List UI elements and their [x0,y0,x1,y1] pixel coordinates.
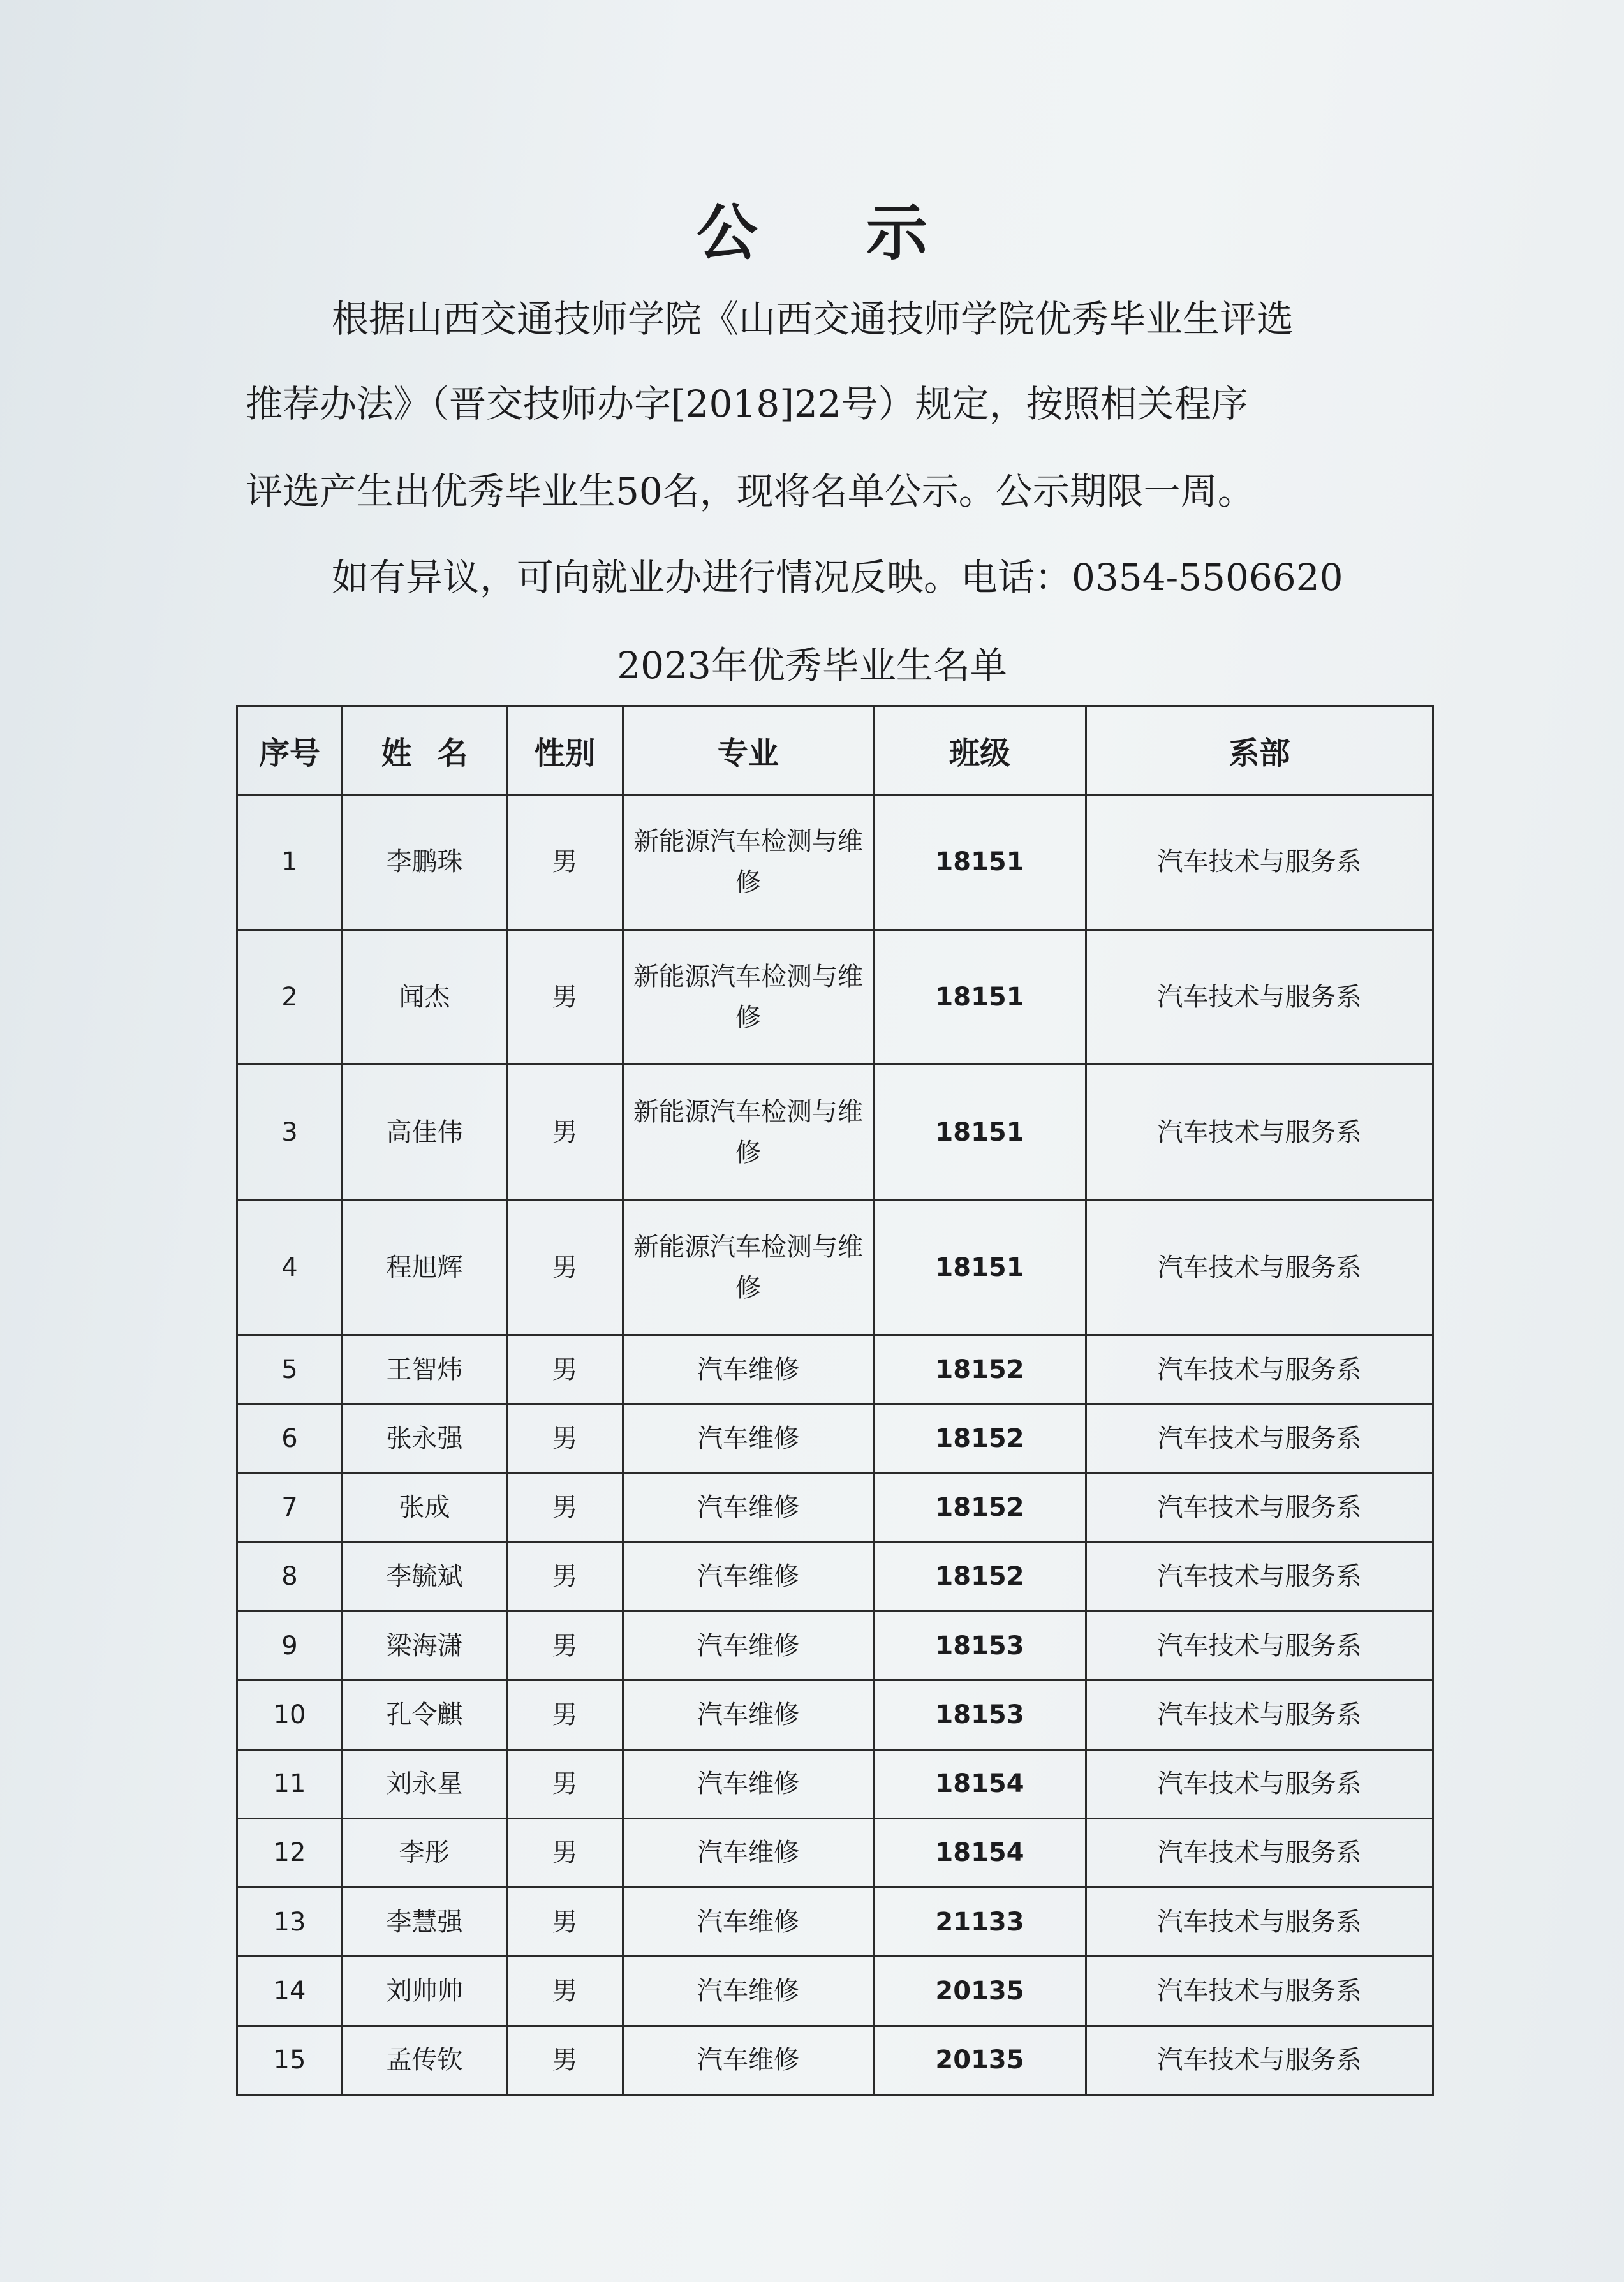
cell-gender: 男 [507,1404,623,1473]
cell-department: 汽车技术与服务系 [1086,1335,1433,1404]
cell-index: 12 [237,1818,343,1887]
cell-major: 汽车维修 [623,1680,874,1749]
cell-class: 20135 [874,1957,1086,2026]
cell-class: 18152 [874,1335,1086,1404]
cell-name: 孔令麒 [343,1680,507,1749]
cell-index: 6 [237,1404,343,1473]
notice-title: 公示 [697,196,1036,269]
cell-index: 9 [237,1611,343,1680]
cell-name: 程旭辉 [343,1200,507,1335]
header-name: 姓名 [343,706,507,795]
list-title: 2023年优秀毕业生名单 [617,644,1007,687]
cell-gender: 男 [507,1611,623,1680]
cell-class: 18151 [874,795,1086,930]
cell-gender: 男 [507,930,623,1065]
table-row [237,1335,1433,1404]
cell-department: 汽车技术与服务系 [1086,1957,1433,2026]
cell-index: 13 [237,1888,343,1957]
cell-gender: 男 [507,1065,623,1200]
graduates-table [236,705,1434,2096]
table-row [237,1818,1433,1887]
cell-index: 3 [237,1065,343,1200]
cell-major: 汽车维修 [623,1404,874,1473]
cell-class: 18154 [874,1749,1086,1818]
cell-index: 10 [237,1680,343,1749]
cell-gender: 男 [507,1888,623,1957]
cell-major: 新能源汽车检测与维修 [623,795,874,930]
table-row [237,1680,1433,1749]
table-row [237,1200,1433,1335]
cell-gender: 男 [507,1680,623,1749]
cell-index: 14 [237,1957,343,2026]
cell-major: 汽车维修 [623,1957,874,2026]
cell-gender: 男 [507,795,623,930]
cell-major: 汽车维修 [623,1818,874,1887]
cell-major: 新能源汽车检测与维修 [623,1200,874,1335]
cell-index: 5 [237,1335,343,1404]
cell-name: 张永强 [343,1404,507,1473]
table-row [237,1473,1433,1542]
cell-class: 18153 [874,1680,1086,1749]
table-row [237,795,1433,930]
cell-name: 李彤 [343,1818,507,1887]
cell-name: 孟传钦 [343,2026,507,2094]
table-body [237,795,1433,2095]
cell-index: 15 [237,2026,343,2094]
header-class: 班级 [874,706,1086,795]
cell-class: 18152 [874,1404,1086,1473]
cell-department: 汽车技术与服务系 [1086,1888,1433,1957]
cell-department: 汽车技术与服务系 [1086,1404,1433,1473]
cell-department: 汽车技术与服务系 [1086,1749,1433,1818]
cell-class: 18154 [874,1818,1086,1887]
cell-department: 汽车技术与服务系 [1086,1680,1433,1749]
cell-name: 张成 [343,1473,507,1542]
table-header-row [237,706,1433,795]
table-row [237,1957,1433,2026]
cell-index: 8 [237,1542,343,1611]
cell-class: 18151 [874,930,1086,1065]
table-row [237,1749,1433,1818]
cell-department: 汽车技术与服务系 [1086,1200,1433,1335]
cell-department: 汽车技术与服务系 [1086,930,1433,1065]
cell-department: 汽车技术与服务系 [1086,2026,1433,2094]
cell-gender: 男 [507,1335,623,1404]
cell-major: 新能源汽车检测与维修 [623,930,874,1065]
cell-name: 王智炜 [343,1335,507,1404]
cell-gender: 男 [507,1542,623,1611]
cell-major: 汽车维修 [623,1335,874,1404]
cell-department: 汽车技术与服务系 [1086,1473,1433,1542]
cell-major: 汽车维修 [623,1473,874,1542]
cell-department: 汽车技术与服务系 [1086,1542,1433,1611]
notice-contact-line: 如有异议，可向就业办进行情况反映。电话：0354-5506620 [332,556,1343,599]
cell-name: 李毓斌 [343,1542,507,1611]
header-department: 系部 [1086,706,1433,795]
cell-class: 20135 [874,2026,1086,2094]
notice-paragraph-line-1: 根据山西交通技师学院《山西交通技师学院优秀毕业生评选 [332,297,1294,341]
cell-class: 18151 [874,1200,1086,1335]
table-row [237,1065,1433,1200]
notice-paragraph-line-3: 评选产生出优秀毕业生50名，现将名单公示。公示期限一周。 [246,470,1255,513]
cell-index: 1 [237,795,343,930]
table-row [237,930,1433,1065]
cell-index: 11 [237,1749,343,1818]
cell-major: 汽车维修 [623,1888,874,1957]
cell-name: 刘帅帅 [343,1957,507,2026]
cell-index: 4 [237,1200,343,1335]
cell-department: 汽车技术与服务系 [1086,1818,1433,1887]
cell-major: 新能源汽车检测与维修 [623,1065,874,1200]
cell-class: 18152 [874,1473,1086,1542]
cell-gender: 男 [507,1200,623,1335]
table-row [237,1611,1433,1680]
cell-class: 18152 [874,1542,1086,1611]
cell-name: 闻杰 [343,930,507,1065]
cell-name: 李慧强 [343,1888,507,1957]
cell-department: 汽车技术与服务系 [1086,1611,1433,1680]
table-row [237,2026,1433,2094]
cell-class: 21133 [874,1888,1086,1957]
cell-major: 汽车维修 [623,2026,874,2094]
cell-gender: 男 [507,1818,623,1887]
cell-department: 汽车技术与服务系 [1086,795,1433,930]
cell-gender: 男 [507,2026,623,2094]
table-row [237,1542,1433,1611]
header-gender: 性别 [507,706,623,795]
cell-name: 刘永星 [343,1749,507,1818]
header-major: 专业 [623,706,874,795]
cell-name: 高佳伟 [343,1065,507,1200]
table-row [237,1404,1433,1473]
cell-name: 李鹏珠 [343,795,507,930]
notice-paragraph-line-2: 推荐办法》（晋交技师办字[2018]22号）规定，按照相关程序 [246,382,1248,426]
cell-gender: 男 [507,1749,623,1818]
cell-gender: 男 [507,1473,623,1542]
cell-major: 汽车维修 [623,1749,874,1818]
table-row [237,1888,1433,1957]
cell-class: 18153 [874,1611,1086,1680]
cell-major: 汽车维修 [623,1542,874,1611]
cell-index: 2 [237,930,343,1065]
cell-gender: 男 [507,1957,623,2026]
cell-major: 汽车维修 [623,1611,874,1680]
cell-index: 7 [237,1473,343,1542]
header-index: 序号 [237,706,343,795]
cell-department: 汽车技术与服务系 [1086,1065,1433,1200]
cell-name: 梁海潇 [343,1611,507,1680]
cell-class: 18151 [874,1065,1086,1200]
